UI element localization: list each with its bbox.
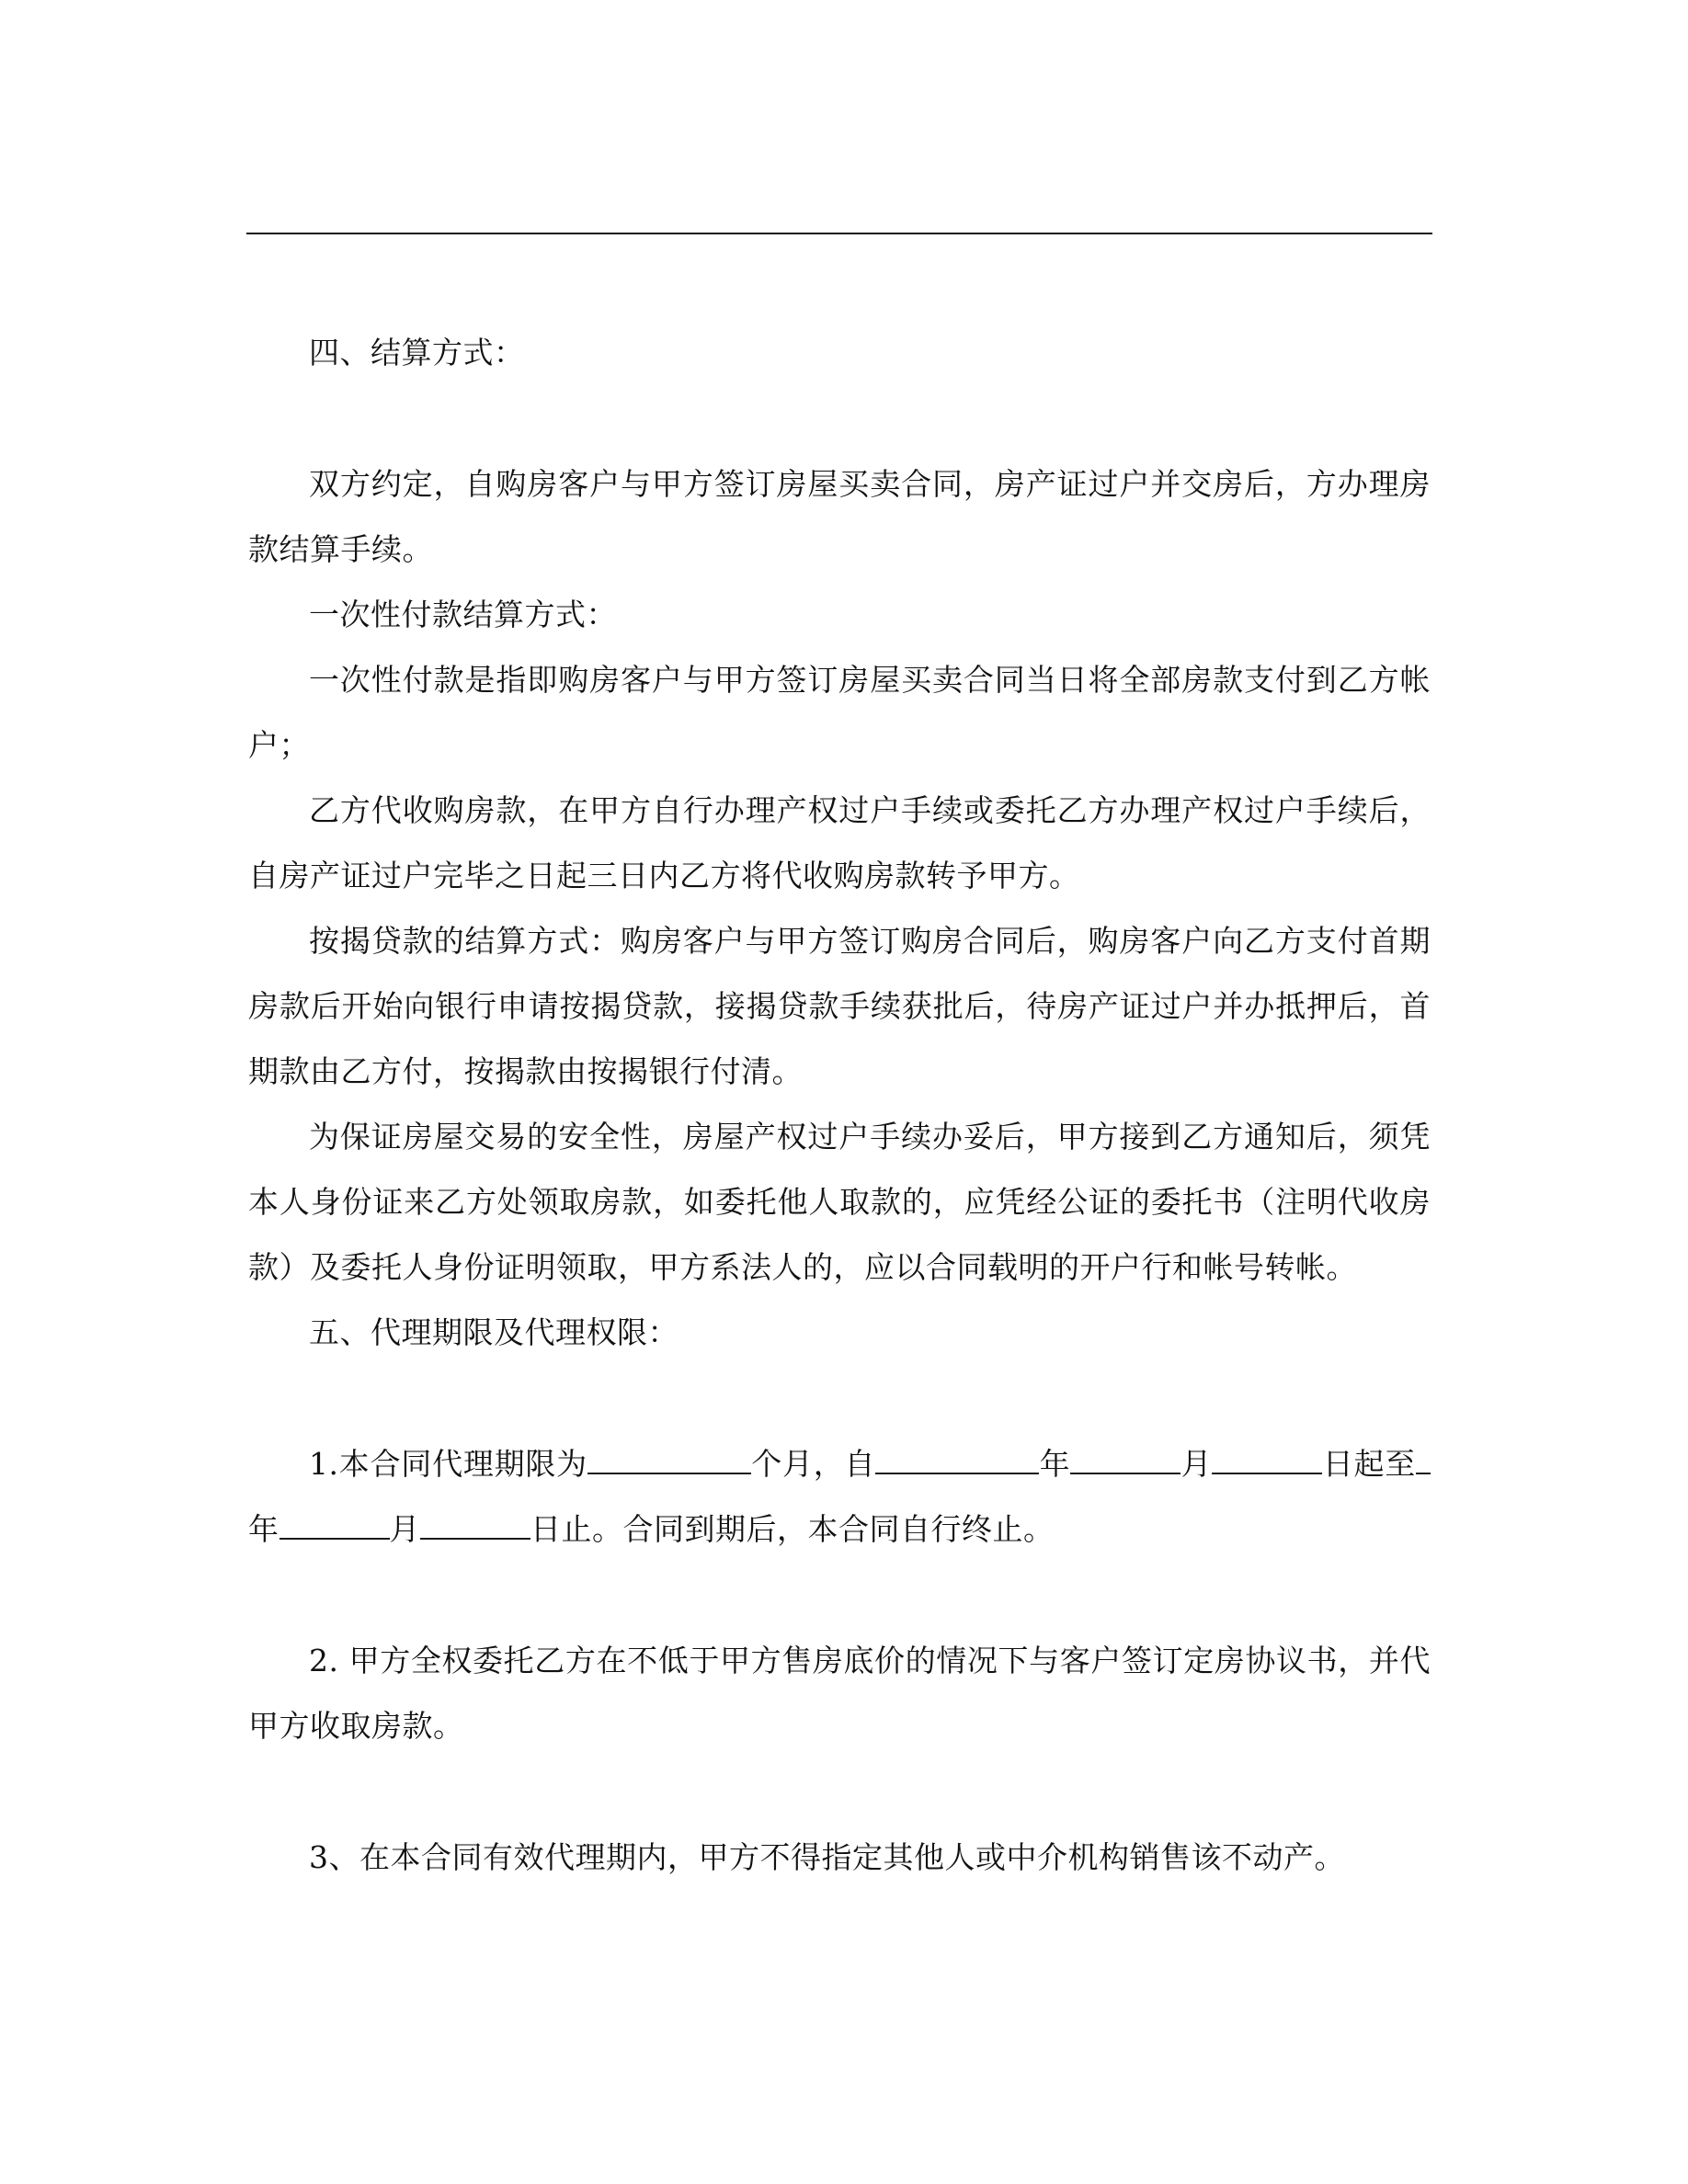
agency-item-1 [248,1431,1431,1562]
paragraph: 乙方代收购房款，在甲方自行办理产权过户手续或委托乙方办理产权过户手续后，自房产证过户完毕之日起三日内乙方将代收购房款转予甲方。 [248,792,1431,893]
item-text: 个月，自 [750,1446,876,1482]
blank-months [587,1447,751,1474]
blank-start-month [1070,1447,1180,1474]
item-text: 日止。合同到期后，本合同自行终止。 [530,1511,1055,1547]
agency-item-3: 3、在本合同有效代理期内，甲方不得指定其他人或中介机构销售该不动产。 [309,1839,1345,1875]
blank-end-year [1416,1447,1431,1474]
item-text: 年 [248,1511,279,1547]
paragraph: 双方约定，自购房客户与甲方签订房屋买卖合同，房产证过户并交房后，方办理房款结算手续。 [248,466,1431,567]
paragraph: 为保证房屋交易的安全性，房屋产权过户手续办妥后，甲方接到乙方通知后，须凭本人身份证来乙方处领取房款，如委托他人取款的，应凭经公证的委托书（注明代收房款）及委托人身份证明领取，甲方系法人的，应以合同载明的开户行和帐号转帐。 [248,1119,1431,1285]
paragraph: 一次性付款结算方式： [309,597,617,632]
agency-item-2: 2. 甲方全权委托乙方在不低于甲方售房底价的情况下与客户签订定房协议书，并代甲方收取房款。 [248,1643,1431,1744]
blank-start-year [875,1447,1039,1474]
blank-start-day [1212,1447,1322,1474]
paragraph: 按揭贷款的结算方式：购房客户与甲方签订购房合同后，购房客户向乙方支付首期房款后开始向银行申请按揭贷款，接揭贷款手续获批后，待房产证过户并办抵押后，首期款由乙方付，按揭款由按揭银行付清。 [248,923,1431,1089]
blank-end-day [420,1512,530,1540]
paragraph: 一次性付款是指即购房客户与甲方签订房屋买卖合同当日将全部房款支付到乙方帐户； [248,662,1431,763]
section-heading-agency: 五、代理期限及代理权限： [309,1314,679,1350]
item-text: 月 [1180,1446,1213,1482]
header-rule [246,233,1432,234]
item-text: 1.本合同代理期限为 [309,1446,587,1482]
item-text: 月 [389,1511,420,1547]
blank-end-month [279,1512,390,1540]
section-heading-settlement: 四、结算方式： [309,335,525,370]
item-text: 年 [1039,1446,1071,1482]
item-text: 日起至 [1322,1446,1417,1482]
document-body [248,320,1431,1890]
